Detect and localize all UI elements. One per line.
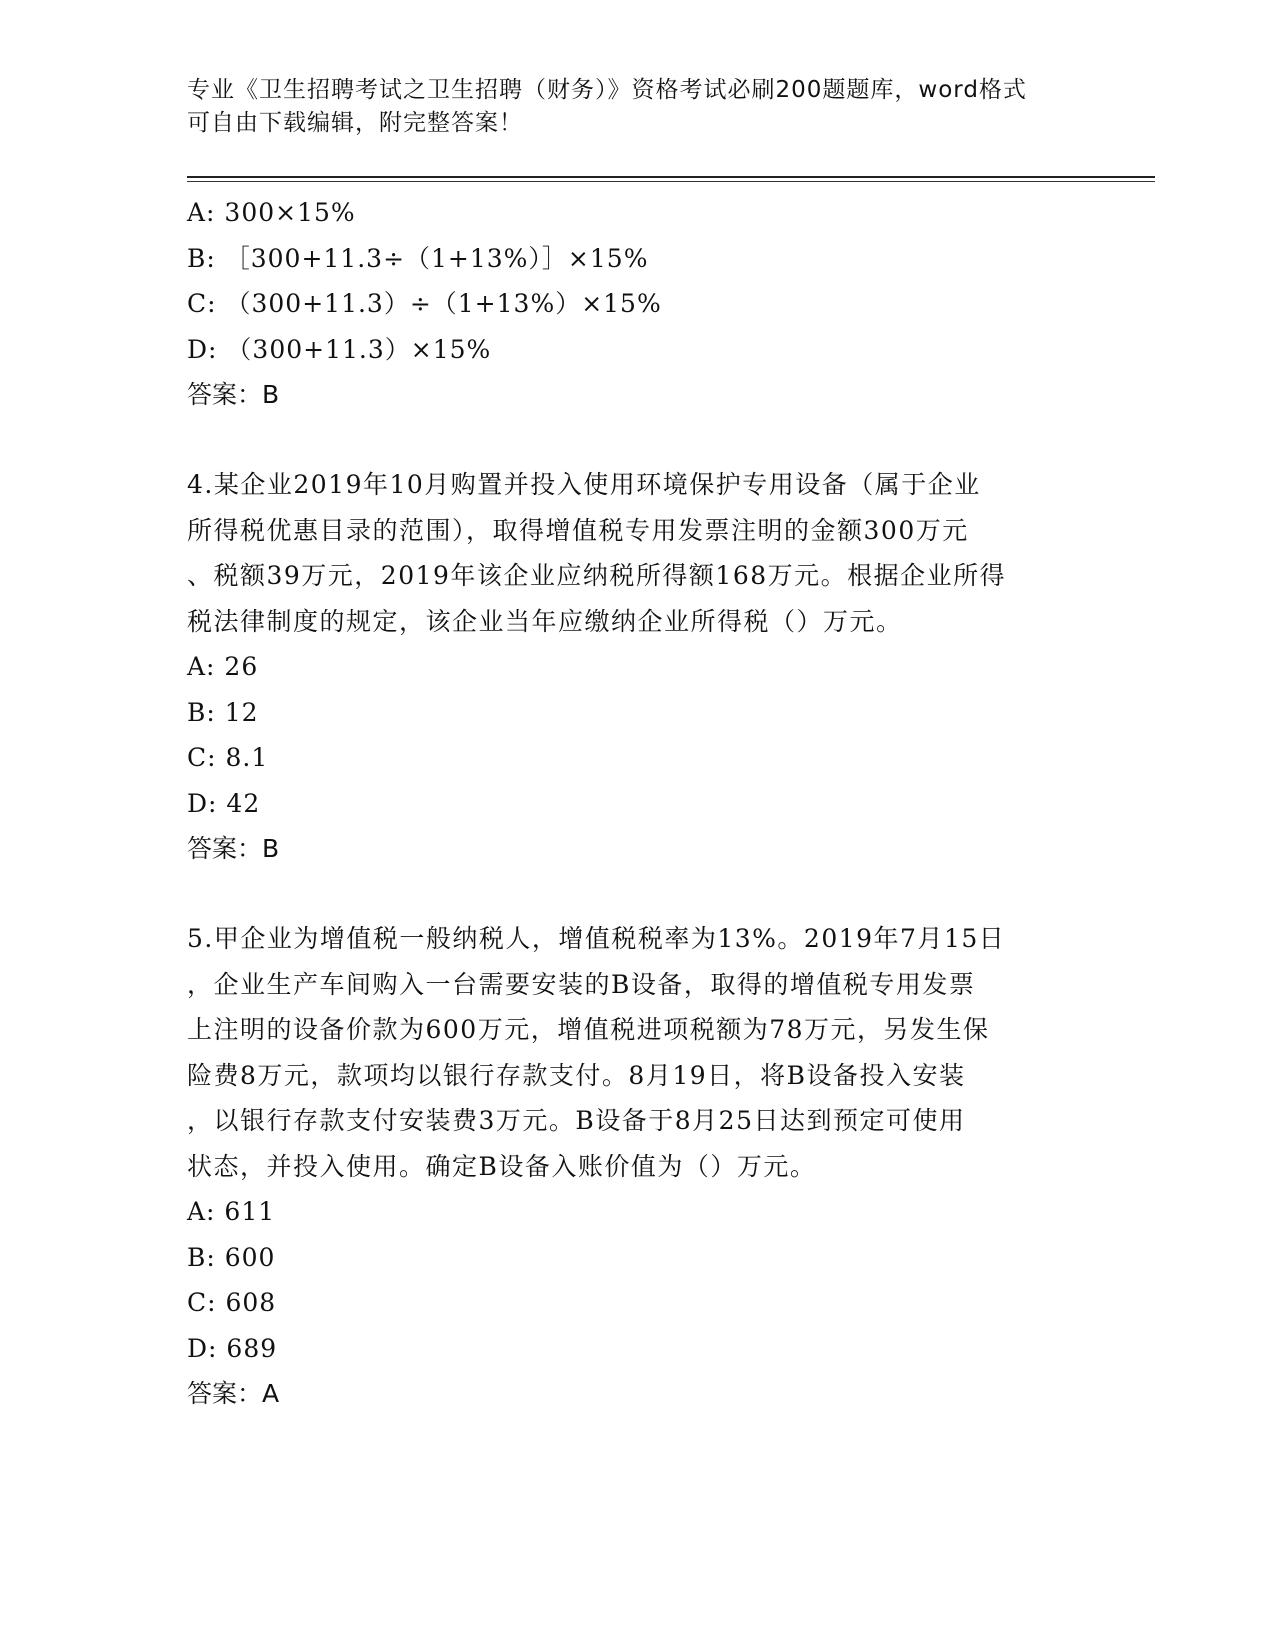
answer-line: 答案：A — [187, 1379, 280, 1408]
option-b: B: 12 — [187, 697, 259, 727]
stem-line: 税法律制度的规定，该企业当年应缴纳企业所得税（）万元。 — [187, 606, 903, 636]
answer-line: 答案：B — [187, 834, 280, 863]
question-stem — [187, 462, 1087, 644]
stem-line: 状态，并投入使用。确定B设备入账价值为（）万元。 — [187, 1151, 817, 1181]
header-line-1: 专业《卫生招聘考试之卫生招聘（财务）》资格考试必刷200题题库，word格式 — [187, 77, 1027, 103]
option-d: D: 42 — [187, 788, 261, 818]
stem-line: ，企业生产车间购入一台需要安装的B设备，取得的增值税专用发票 — [187, 969, 976, 999]
question-4 — [187, 462, 1087, 871]
stem-line: 所得税优惠目录的范围），取得增值税专用发票注明的金额300万元 — [187, 515, 969, 545]
question-stem — [187, 916, 1087, 1189]
header-line-2: 可自由下载编辑，附完整答案！ — [187, 110, 523, 136]
option-a: A: 26 — [187, 652, 259, 681]
answer-line: 答案：B — [187, 380, 280, 409]
option-a: A: 611 — [187, 1197, 276, 1226]
stem-line: 、税额39万元，2019年该企业应纳税所得额168万元。根据企业所得 — [187, 561, 1007, 590]
document-body — [187, 190, 1087, 1416]
stem-line: 上注明的设备价款为600万元，增值税进项税额为78万元，另发生保 — [187, 1015, 990, 1044]
stem-line: 险费8万元，款项均以银行存款支付。8月19日，将B设备投入安装 — [187, 1060, 966, 1090]
option-d: D: 689 — [187, 1333, 278, 1363]
option-d: D: （300+11.3）×15% — [187, 334, 492, 364]
option-c: C: 608 — [187, 1288, 277, 1317]
stem-line: ，以银行存款支付安装费3万元。B设备于8月25日达到预定可使用 — [187, 1106, 966, 1135]
option-b: B: 600 — [187, 1242, 276, 1272]
header-rule-thin — [187, 181, 1155, 182]
question-3-partial — [187, 190, 1087, 417]
stem-line: 5.甲企业为增值税一般纳税人，增值税税率为13%。2019年7月15日 — [187, 924, 1006, 953]
option-b: B: ［300+11.3÷（1+13%）］×15% — [187, 243, 649, 273]
question-5 — [187, 916, 1087, 1416]
stem-line: 4.某企业2019年10月购置并投入使用环境保护专用设备（属于企业 — [187, 470, 981, 499]
option-c: C: （300+11.3）÷（1+13%）×15% — [187, 289, 662, 318]
document-header — [187, 74, 1087, 140]
option-a: A: 300×15% — [187, 198, 356, 227]
header-rule-thick — [187, 176, 1155, 178]
option-c: C: 8.1 — [187, 743, 269, 772]
